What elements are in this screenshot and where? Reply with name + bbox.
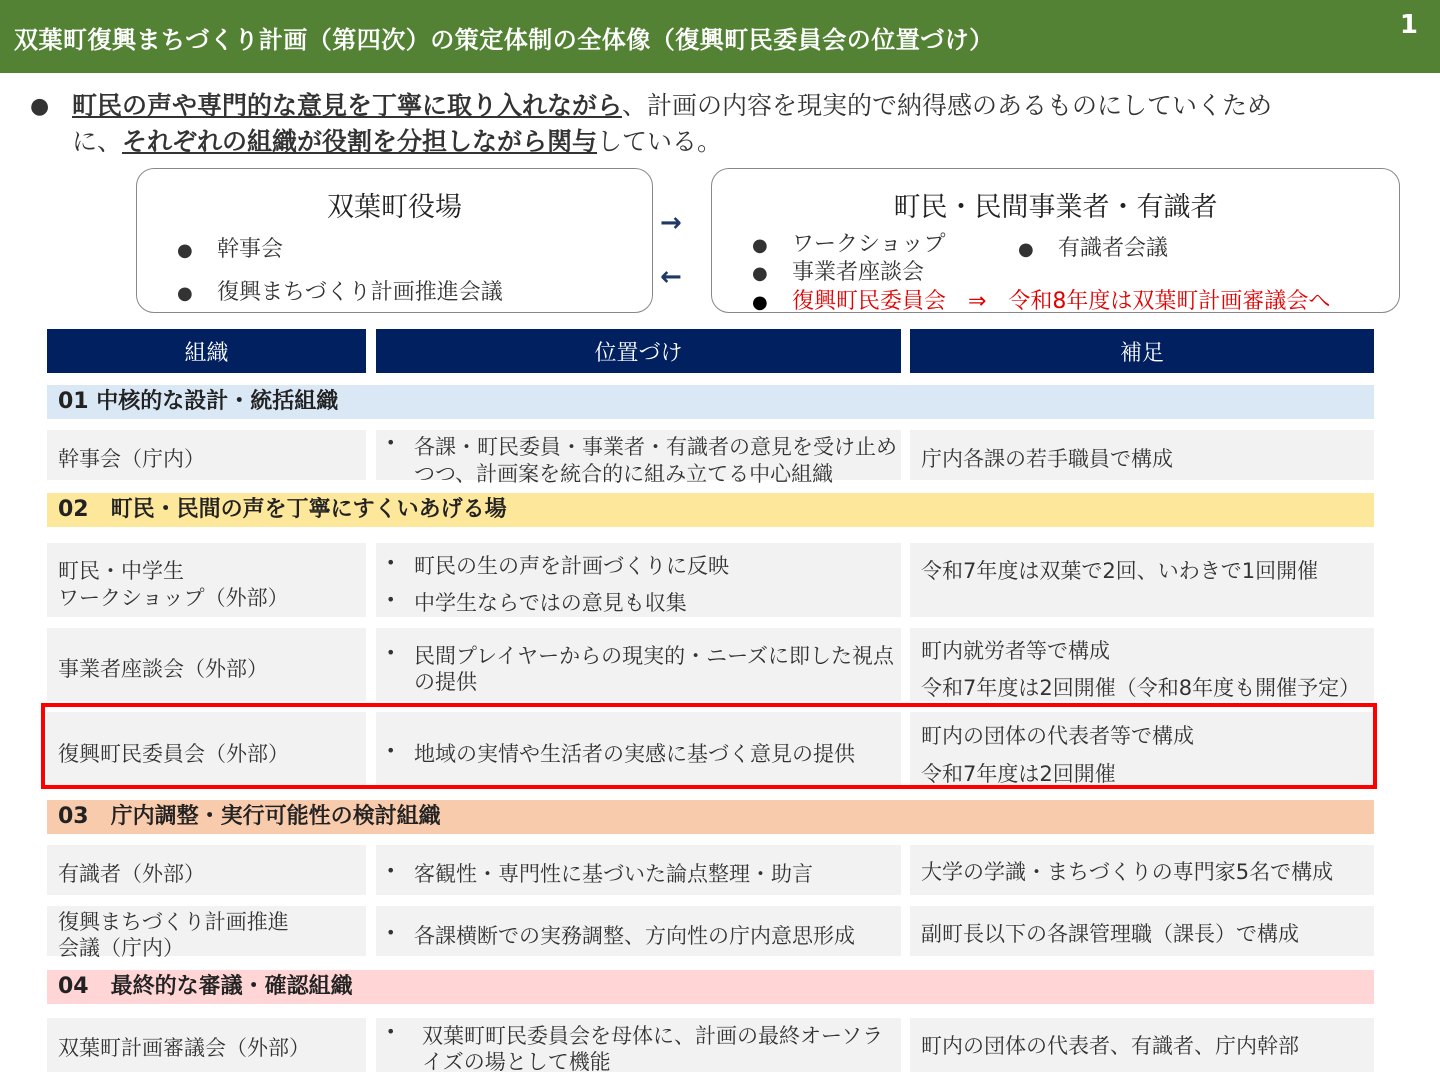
table-row-role: • 各課・町民委員・事業者・有識者の意見を受け止め つつ、計画案を統合的に組み立てる中心組織 [376,430,901,480]
slide-title: 双葉町復興まちづくり計画（第四次）の策定体制の全体像（復興町民委員会の位置づけ） [14,26,994,54]
table-row-note: 大学の学識・まちづくりの専門家5名で構成 [910,845,1374,895]
intro-paragraph [30,88,1410,160]
residents-item: ● ワークショップ [752,232,946,257]
town-office-item: ● 幹事会 [177,237,284,262]
table-row-note: 町内の団体の代表者等で構成 令和7年度は2回開催 [910,712,1374,786]
table-row-role: • 地域の実情や生活者の実感に基づく意見の提供 [376,712,901,786]
town-office-item: ● 復興まちづくり計画推進会議 [177,280,503,305]
table-row-note: 副町長以下の各課管理職（課長）で構成 [910,906,1374,956]
table-row-note: 庁内各課の若手職員で構成 [910,430,1374,480]
col-header-org: 組織 [47,329,366,373]
intro-emphasis-2: それぞれの組織が役割を分担しながら関与 [122,127,598,156]
table-row-role: • 民間プレイヤーからの現実的・ニーズに即した視点 の提供 [376,628,901,701]
table-row-org: 町民・中学生 ワークショップ（外部） [47,543,366,617]
table-row-org: 双葉町計画審議会（外部） [47,1018,366,1072]
table-row-org: 幹事会（庁内） [47,430,366,480]
residents-item: ● 事業者座談会 [752,260,925,285]
section-header: 02 町民・民間の声を丁寧にすくいあげる場 [47,493,1374,527]
town-office-box [136,168,653,313]
table-row-note: 令和7年度は双葉で2回、いわきで1回開催 [910,543,1374,617]
table-row-role: • 各課横断での実務調整、方向性の庁内意思形成 [376,906,901,956]
section-header: 03 庁内調整・実行可能性の検討組織 [47,800,1374,834]
residents-title: 町民・民間事業者・有識者 [893,192,1218,223]
arrow-left-icon: ← [660,262,682,292]
table-row-note: 町内の団体の代表者、有識者、庁内幹部 [910,1018,1374,1072]
slide-header [0,0,1440,73]
table-row-role: • 町民の生の声を計画づくりに反映 • 中学生ならではの意見も収集 [376,543,901,617]
table-row-role: • 双葉町町民委員会を母体に、計画の最終オーソラ イズの場として機能 [376,1018,901,1072]
residents-item: ● 有識者会議 [1018,236,1169,261]
table-row-org: 復興町民委員会（外部） [47,712,366,786]
arrow-right-icon: → [660,208,682,238]
page-number: 1 [1399,10,1418,40]
intro-text-3: している。 [597,127,723,156]
table-row-org: 事業者座談会（外部） [47,628,366,701]
highlight-frame [41,703,1377,789]
residents-item-highlight: ● 復興町民委員会 ⇒ 令和8年度は双葉町計画審議会へ [752,289,1331,314]
table-row-note: 町内就労者等で構成 令和7年度は2回開催（令和8年度も開催予定） [910,628,1374,701]
col-header-note: 補足 [910,329,1374,373]
intro-text-1: 、計画の内容を現実的で納得感のあるものにしていくため [622,91,1273,120]
intro-emphasis-1: 町民の声や専門的な意見を丁寧に取り入れながら [72,91,623,120]
section-header: 04 最終的な審議・確認組織 [47,970,1374,1004]
table-row-role: • 客観性・専門性に基づいた論点整理・助言 [376,845,901,895]
section-header: 01 中核的な設計・統括組織 [47,385,1374,419]
table-row-org: 有識者（外部） [47,845,366,895]
town-office-title: 双葉町役場 [327,192,462,223]
bullet-icon: ● [30,94,50,119]
residents-box [711,168,1400,313]
intro-text-2: に、 [72,127,123,156]
table-row-org: 復興まちづくり計画推進 会議（庁内） [47,906,366,956]
col-header-role: 位置づけ [376,329,901,373]
